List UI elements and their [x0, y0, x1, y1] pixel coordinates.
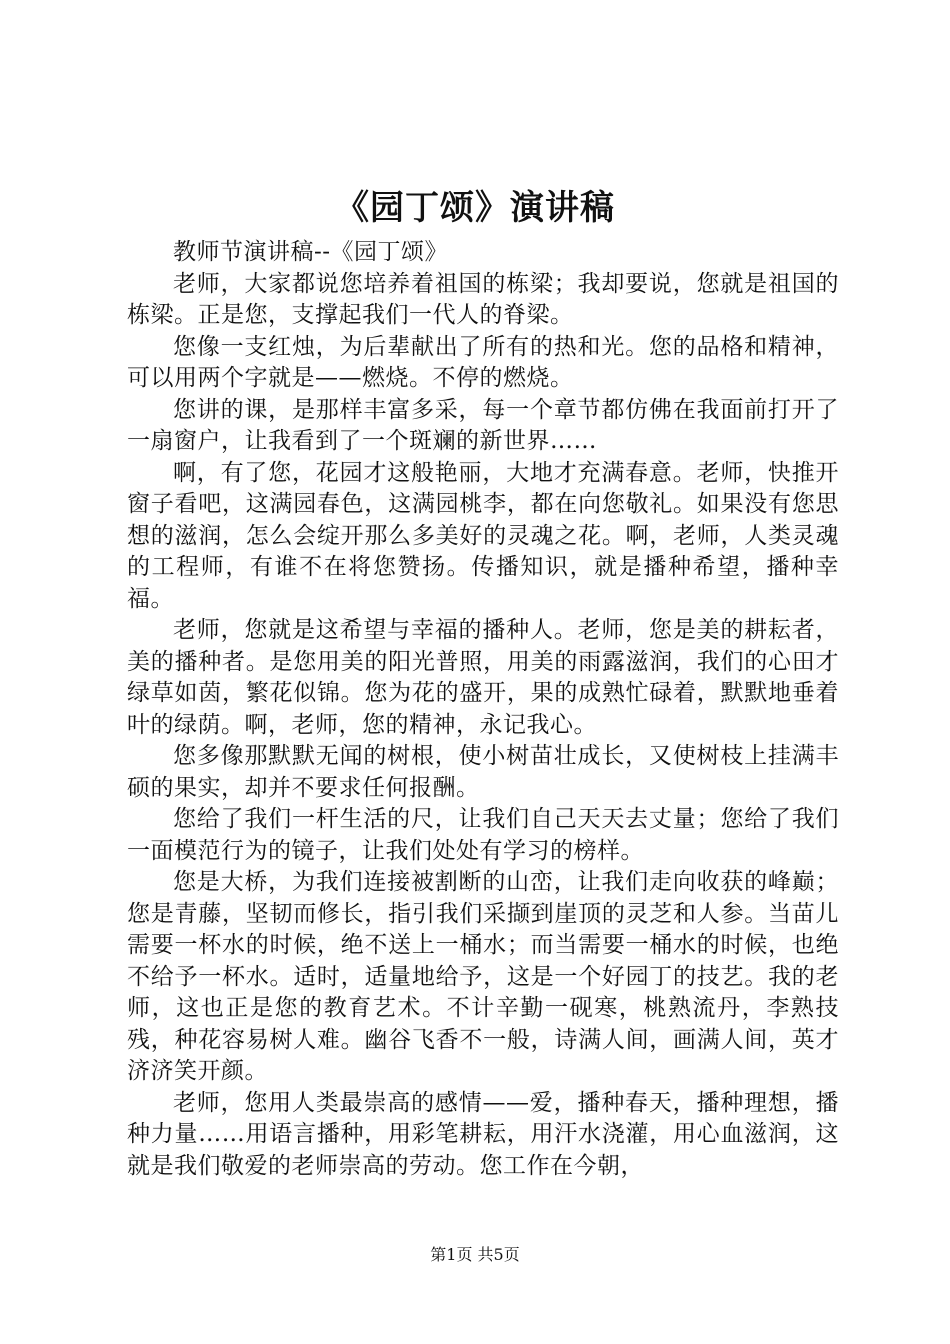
paragraph: 啊，有了您，花园才这般艳丽，大地才充满春意。老师，快推开窗子看吧，这满园春色，这满园桃李，都在向您敬礼。如果没有您思想的滋润，怎么会绽开那么多美好的灵魂之花。啊，老师，人类灵魂的工程师，有谁不在将您赞扬。传播知识，就是播种希望，播种幸福。 [127, 459, 839, 612]
paragraph: 您讲的课，是那样丰富多采，每一个章节都仿佛在我面前打开了一扇窗户，让我看到了一个斑斓的新世界…… [127, 396, 839, 454]
document-body [127, 237, 839, 1182]
page-number-footer: 第1页 共5页 [430, 1245, 520, 1264]
document-title: 《园丁颂》演讲稿 [335, 188, 615, 228]
paragraph: 您像一支红烛，为后辈献出了所有的热和光。您的品格和精神，可以用两个字就是——燃烧。不停的燃烧。 [127, 333, 839, 391]
paragraph: 您给了我们一杆生活的尺，让我们自己天天去丈量；您给了我们一面模范行为的镜子，让我们处处有学习的榜样。 [127, 806, 839, 864]
paragraph: 您多像那默默无闻的树根，使小树苗壮成长，又使树枝上挂满丰硕的果实，却并不要求任何报酬。 [127, 743, 839, 801]
paragraph: 您是大桥，为我们连接被割断的山峦，让我们走向收获的峰巅；您是青藤，坚韧而修长，指引我们采撷到崖顶的灵芝和人参。当苗儿需要一杯水的时候，绝不送上一桶水；而当需要一桶水的时候，也绝不给予一杯水。适时，适量地给予，这是一个好园丁的技艺。我的老师，这也正是您的教育艺术。不计辛勤一砚寒，桃熟流丹，李熟技残，种花容易树人难。幽谷飞香不一般，诗满人间，画满人间，英才济济笑开颜。 [127, 869, 839, 1084]
paragraph: 老师，您就是这希望与幸福的播种人。老师，您是美的耕耘者，美的播种者。是您用美的阳光普照，用美的雨露滋润，我们的心田才绿草如茵，繁花似锦。您为花的盛开，果的成熟忙碌着，默默地垂着叶的绿荫。啊，老师，您的精神，永记我心。 [127, 617, 839, 738]
paragraph: 老师，您用人类最崇高的感情——爱，播种春天，播种理想，播种力量……用语言播种，用彩笔耕耘，用汗水浇灌，用心血滋润，这就是我们敬爱的老师崇高的劳动。您工作在今朝， [127, 1089, 839, 1179]
paragraph: 老师，大家都说您培养着祖国的栋梁；我却要说，您就是祖国的栋梁。正是您，支撑起我们一代人的脊梁。 [127, 270, 839, 328]
paragraph: 教师节演讲稿--《园丁颂》 [173, 239, 449, 265]
